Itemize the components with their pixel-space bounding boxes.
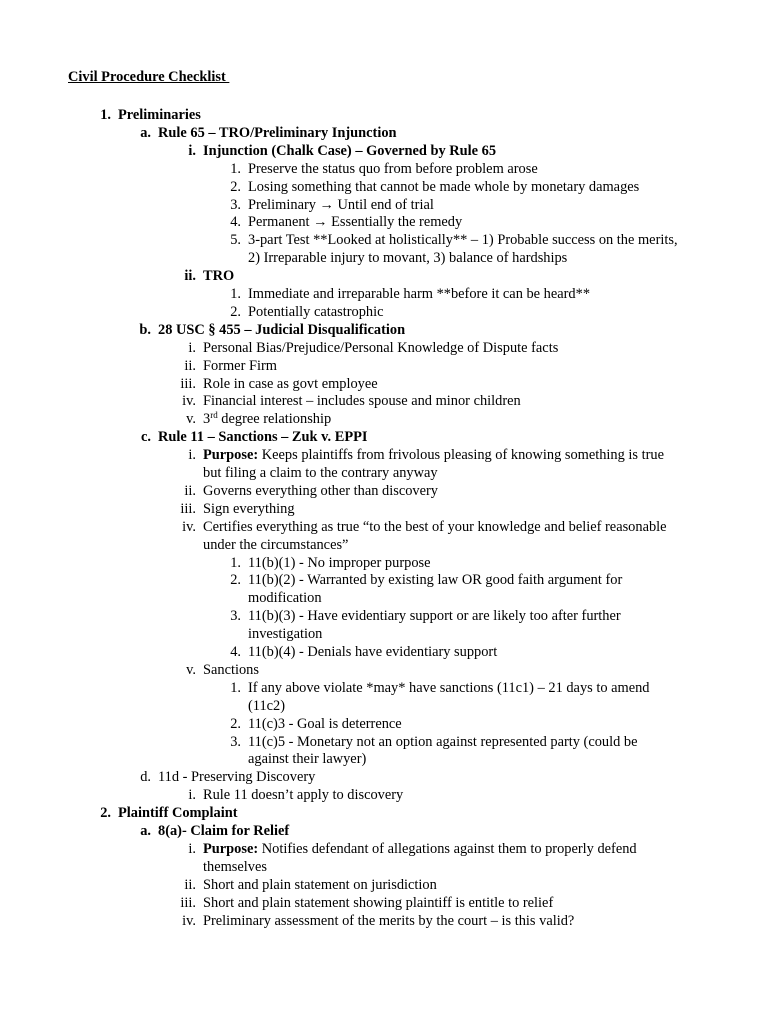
line-text: 3-part Test **Looked at holistically** – 1) Probable success on the merits, [248,232,678,249]
line-text: (11c2) [248,697,286,714]
outline-line [248,679,649,697]
outline-marker: 1. [230,679,241,696]
outline-marker: iii. [180,375,196,392]
outline-line [203,894,553,912]
outline-line [248,231,678,249]
outline-line [203,876,437,894]
outline-marker: v. [186,411,196,428]
outline-marker: i. [188,840,196,857]
outline-marker: ii. [184,268,196,285]
line-text: 11(c)5 - Monetary not an option against represented party (could be [248,733,638,750]
outline-line [248,625,322,643]
outline-line [248,196,434,214]
outline-marker: i. [188,447,196,464]
outline-line [203,786,403,804]
line-text: Rule 11 – Sanctions – Zuk v. EPPI [158,429,368,446]
outline-line [248,249,567,267]
line-text: modification [248,590,322,607]
line-text: 28 USC § 455 – Judicial Disqualification [158,321,406,338]
line-text: Preliminaries [118,107,201,123]
outline-line [248,178,639,196]
outline-line [248,733,637,751]
line-text: TRO [203,268,235,285]
line-text: Potentially catastrophic [248,303,384,320]
outline-marker: iv. [182,393,196,410]
outline-line [158,428,368,446]
line-text: Injunction (Chalk Case) – Governed by Rule 65 [203,142,497,159]
line-text: Short and plain statement showing plaintiff is entitle to relief [203,894,554,911]
outline-line [203,267,234,285]
outline-line [158,321,405,339]
outline-line [203,840,637,858]
line-text: Preserve the status quo from before problem arose [248,160,538,177]
outline-marker: 2. [230,572,241,589]
outline-line [248,213,462,231]
outline-line [203,446,664,464]
outline-marker: 1. [230,160,241,177]
outline-marker: 3. [230,733,241,750]
line-text: but filing a claim to the contrary anyway [203,465,438,481]
outline-line [118,804,238,822]
outline-line [248,607,621,625]
line-text: Losing something that cannot be made whole by monetary damages [248,178,640,195]
outline-marker: c. [141,429,151,446]
line-text: 11(b)(2) - Warranted by existing law OR good faith argument for [248,572,623,589]
line-text: Financial interest – includes spouse and minor children [203,393,521,410]
outline-marker: b. [139,321,151,338]
outline-marker: d. [140,769,151,786]
lead-label: Purpose: [203,447,259,464]
line-text: Preliminary → Until end of trial [248,196,434,213]
outline-line [203,482,438,500]
line-text: 11d - Preserving Discovery [158,769,316,786]
line-text: themselves [203,858,267,875]
outline-marker: a. [140,823,151,839]
outline-marker: 3. [230,196,241,213]
outline-marker: i. [188,787,196,804]
outline-line [248,285,590,303]
outline-marker: a. [140,124,151,141]
outline-line [158,124,397,142]
line-text: Plaintiff Complaint [118,805,238,822]
line-text: Short and plain statement on jurisdiction [203,876,437,893]
outline-line [248,643,497,661]
outline-marker: iv. [182,912,196,929]
line-text: Keeps plaintiffs from frivolous pleasing of knowing something is true [258,447,664,464]
outline-marker: i. [188,142,196,159]
line-text: Certifies everything as true “to the best of your knowledge and belief reasonable [203,518,667,535]
line-text: 11(c)3 - Goal is deterrence [248,715,402,732]
line-text: Former Firm [203,357,277,374]
outline-line [248,571,622,589]
outline-marker: 2. [230,303,241,320]
line-text: Notifies defendant of allegations against them to properly defend [258,840,637,857]
outline-line [248,750,366,768]
outline-line [248,589,322,607]
outline-line [203,142,496,160]
outline-line [203,410,331,428]
outline-marker: v. [186,661,196,678]
outline-marker: 2. [230,178,241,195]
line-text: 8(a)- Claim for Relief [158,823,290,839]
outline-line [248,554,431,572]
line-text-continued: degree relationship [217,411,332,428]
outline-line [203,661,259,679]
outline-line [203,375,378,393]
outline-marker: 1. [100,107,111,123]
outline-marker: iii. [180,894,196,911]
line-text: Personal Bias/Prejudice/Personal Knowledge of Dispute facts [203,339,559,356]
outline-line [203,392,521,410]
outline-line [158,822,289,840]
line-text: 2) Irreparable injury to movant, 3) balance of hardships [248,250,568,267]
outline-line [248,697,285,715]
outline-line [203,858,267,876]
outline-marker: iv. [182,518,196,535]
outline-line [158,768,315,786]
line-text: 3 [203,411,211,428]
line-text: 11(b)(1) - No improper purpose [248,554,431,571]
outline-marker: 1. [230,286,241,302]
line-text: Permanent → Essentially the remedy [248,214,463,231]
line-text: Rule 65 – TRO/Preliminary Injunction [158,124,397,141]
line-text: Immediate and irreparable harm **before it can be heard** [248,286,591,302]
outline-line [203,536,348,554]
line-text: Sign everything [203,500,295,517]
outline-line [203,518,667,536]
line-text: against their lawyer) [248,751,367,768]
outline-marker: ii. [184,482,196,499]
line-text: Role in case as govt employee [203,375,378,392]
outline-marker: iii. [180,500,196,517]
outline-line [203,500,295,518]
line-text: If any above violate *may* have sanctions (11c1) – 21 days to amend [248,679,650,696]
outline-line [118,106,201,124]
line-text: Preliminary assessment of the merits by the court – is this valid? [203,912,575,929]
outline-line [248,160,538,178]
superscript: rd [210,410,218,421]
line-text: Governs everything other than discovery [203,482,438,499]
line-text: Sanctions [203,661,259,678]
line-text: 11(b)(3) - Have evidentiary support or are likely too after further [248,608,621,625]
outline-line [248,303,383,321]
line-text: under the circumstances” [203,536,349,553]
outline-marker: i. [188,339,196,356]
outline-line [203,912,574,930]
document-title: Civil Procedure Checklist [68,69,230,85]
outline-marker: ii. [184,876,196,893]
outline-marker: 3. [230,608,241,625]
outline-line [203,339,558,357]
outline-marker: 5. [230,232,241,249]
line-text: investigation [248,626,323,643]
outline-marker: 1. [230,554,241,571]
lead-label: Purpose: [203,840,259,857]
line-text: Rule 11 doesn’t apply to discovery [203,787,404,804]
outline-line [203,464,438,482]
outline-marker: ii. [184,357,196,374]
outline-marker: 2. [100,805,111,822]
outline-marker: 4. [230,214,241,231]
outline-marker: 2. [230,715,241,732]
outline-line [248,715,402,733]
outline-line [203,357,277,375]
line-text: 11(b)(4) - Denials have evidentiary support [248,644,498,660]
outline-marker: 4. [230,644,241,660]
